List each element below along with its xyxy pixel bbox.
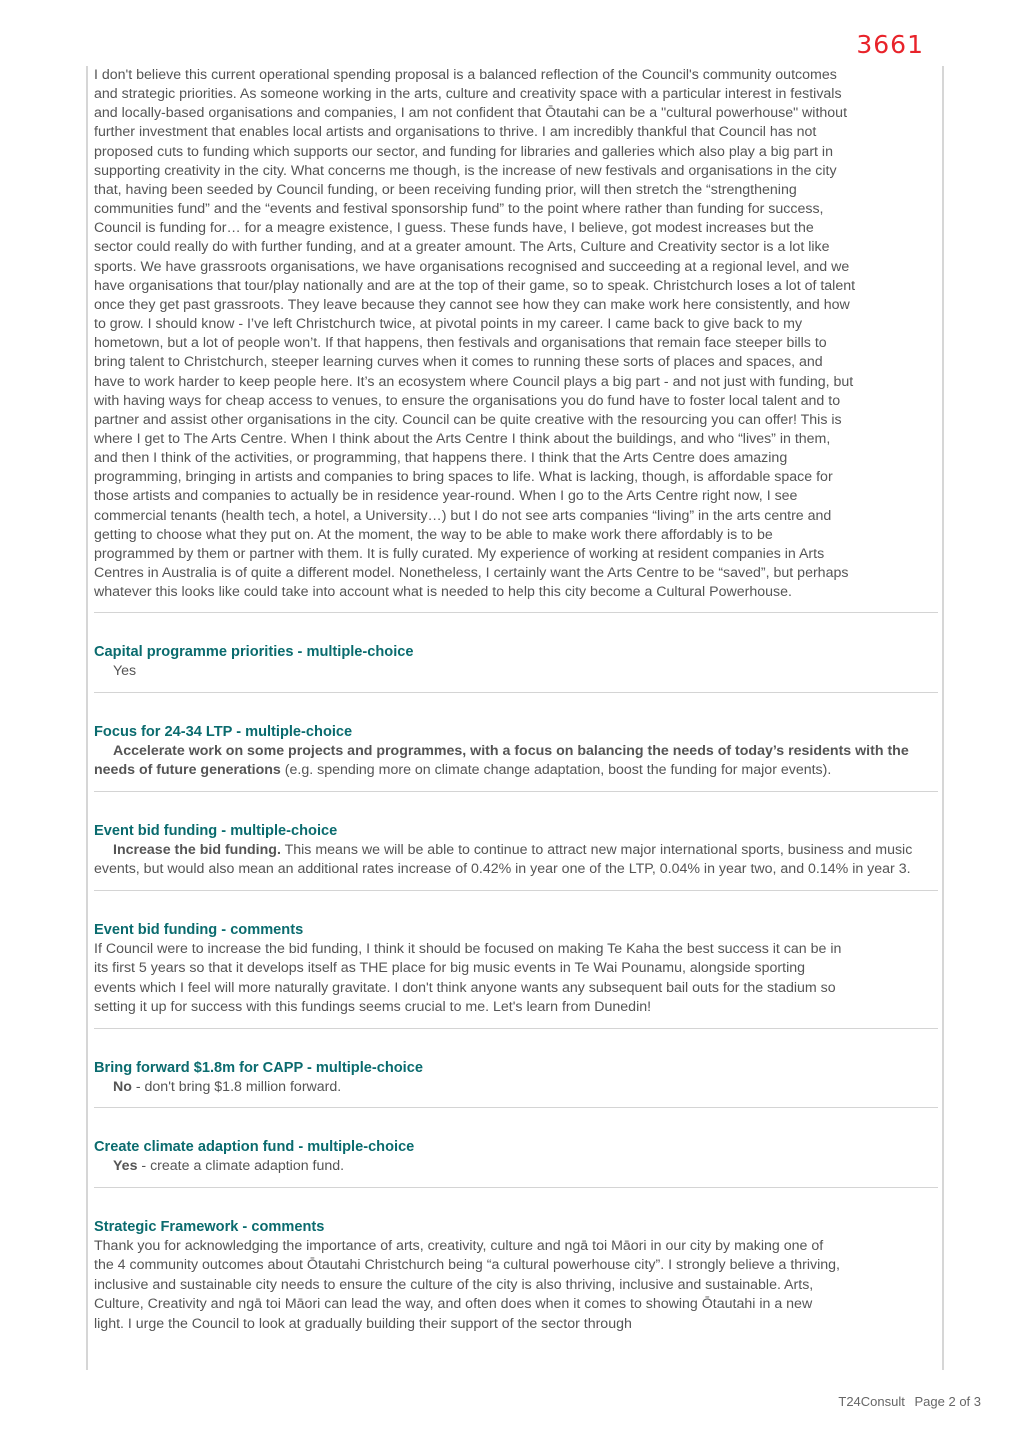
section-focus-ltp bbox=[94, 693, 938, 792]
question-title: Event bid funding - multiple-choice bbox=[94, 822, 338, 839]
question-title: Event bid funding - comments bbox=[94, 921, 304, 938]
answer bbox=[94, 841, 938, 880]
section-capital-programme bbox=[94, 613, 938, 693]
answer bbox=[94, 662, 938, 682]
section-event-bid-funding bbox=[94, 792, 938, 891]
answer-text: Yes bbox=[113, 663, 137, 680]
answer-rest: - create a climate adaption fund. bbox=[137, 1158, 345, 1175]
question-title: Bring forward $1.8m for CAPP - multiple-choice bbox=[94, 1059, 423, 1076]
comment-text: Thank you for acknowledging the importance of arts, creativity, culture and ngā toi Māori in our city by making one of the 4 community outcomes about Ōtautahi Christchurch being “a cultural powerhouse city”. I strongly believe a thriving, inclusive and sustainable city needs to ensure the culture of the city is also thriving, inclusive and sustainable. Arts, Culture, Creativity and ngā toi Māori can lead the way, and often does when it comes to showing Ōtautahi in a new light. I urge the Council to look at gradually building their support of the sector through bbox=[94, 1237, 841, 1332]
answer bbox=[94, 1078, 938, 1098]
page-footer bbox=[832, 1394, 981, 1409]
section-capp bbox=[94, 1029, 938, 1109]
answer-bold: Accelerate work on some projects and programmes, with a focus on balancing the needs of today’s residents with the needs of future generations bbox=[94, 742, 909, 779]
page-stamp-number: 3661 bbox=[856, 30, 924, 59]
answer bbox=[94, 742, 938, 781]
question-title: Focus for 24-34 LTP - multiple-choice bbox=[94, 723, 353, 740]
footer-page-indicator: Page 2 of 3 bbox=[914, 1394, 981, 1409]
answer-rest: - don't bring $1.8 million forward. bbox=[131, 1078, 342, 1095]
answer-bold: Increase the bid funding. bbox=[113, 841, 281, 858]
question-title: Capital programme priorities - multiple-choice bbox=[94, 644, 414, 661]
comment-text: If Council were to increase the bid funding, I think it should be focused on making Te Kaha the best success it can be in its first 5 years so that it develops itself as THE place for big music events in Te Wai Pounamu, alongside sporting events which I feel will more naturally gravitate. I don't think anyone wants any subsequent bail outs for the stadium so setting it up for success with this fundings seems crucial to me. Let's learn from Dunedin! bbox=[94, 940, 842, 1016]
section-event-bid-comments bbox=[94, 891, 938, 1029]
answer-rest: This means we will be able to continue to attract new major international sports, business and music events, but would also mean an additional rates increase of 0.42% in year one of the LTP, 0.04% in year two, and 0.14% in year 3. bbox=[94, 841, 913, 878]
answer-bold: Yes bbox=[113, 1158, 138, 1175]
question-title: Strategic Framework - comments bbox=[94, 1218, 325, 1235]
section-strategic-framework bbox=[94, 1188, 938, 1335]
submission-content bbox=[86, 66, 944, 1370]
answer-bold: No bbox=[113, 1078, 132, 1095]
answer-rest: (e.g. spending more on climate change adaptation, boost the funding for major events). bbox=[280, 762, 832, 779]
answer bbox=[94, 1157, 938, 1177]
footer-brand: T24Consult bbox=[838, 1394, 905, 1409]
section-climate-fund bbox=[94, 1108, 938, 1188]
question-title: Create climate adaption fund - multiple-choice bbox=[94, 1139, 415, 1156]
intro-comment: I don't believe this current operational spending proposal is a balanced reflection of the Council's community outcomes and strategic priorities. As someone working in the arts, culture and creativity space with a particular interest in festivals and locally-based organisations and companies, I am not confident that Ōtautahi can be a "cultural powerhouse" without further investment that enables local artists and organisations to thrive. I am incredibly thankful that Council has not proposed cuts to funding which supports our sector, and funding for libraries and galleries which also play a big part in supporting creativity in the city. What concerns me though, is the increase of new festivals and organisations in the city that, having been seeded by Council funding, or been receiving funding prior, will then stretch the “strengthening communities fund” and the “events and festival sponsorship fund” to the point where rather than funding for success, Council is funding for… for a meagre existence, I guess. These funds have, I believe, got modest increases but the sector could really do with further funding, and at a greater amount. The Arts, Culture and Creativity sector is a lot like sports. We have grassroots organisations, we have organisations recognised and succeeding at a regional level, and we have organisations that tour/play nationally and are at the top of their game, so to speak. Christchurch loses a lot of talent once they get past grassroots. They leave because they cannot see how they can make work here consistently, and how to grow. I should know - I’ve left Christchurch twice, at pivotal points in my career. I came back to give back to my hometown, but a lot of people won’t. If that happens, then festivals and organisations that remain face steeper bills to bring talent to Christchurch, steeper learning curves when it comes to running these sorts of places and spaces, and have to work harder to keep people here. It’s an ecosystem where Council plays a big part - and not just with funding, but with having ways for cheap access to venues, to ensure the organisations you do fund have to foster local talent and to partner and assist other organisations in the city. Council can be quite creative with the resourcing you can offer! This is where I get to The Arts Centre. When I think about the Arts Centre I think about the buildings, and who “lives” in them, and then I think of the activities, or programming, that happens there. I think that the Arts Centre does amazing programming, bringing in artists and companies to bring spaces to life. What is lacking, though, is affordable space for those artists and companies to actually be in residence year-round. When I go to the Arts Centre right now, I see commercial tenants (health tech, a hotel, a University…) but I do not see arts companies “living” in the arts centre and getting to choose what they put on. At the moment, the way to be able to make work there affordably is to be programmed by them or partner with them. It is fully curated. My experience of working at resident companies in Arts Centres in Australia is of quite a different model. Nonetheless, I certainly want the Arts Centre to be “saved”, but perhaps whatever this looks like could take into account what is needed to help this city become a Cultural Powerhouse. bbox=[94, 67, 856, 601]
